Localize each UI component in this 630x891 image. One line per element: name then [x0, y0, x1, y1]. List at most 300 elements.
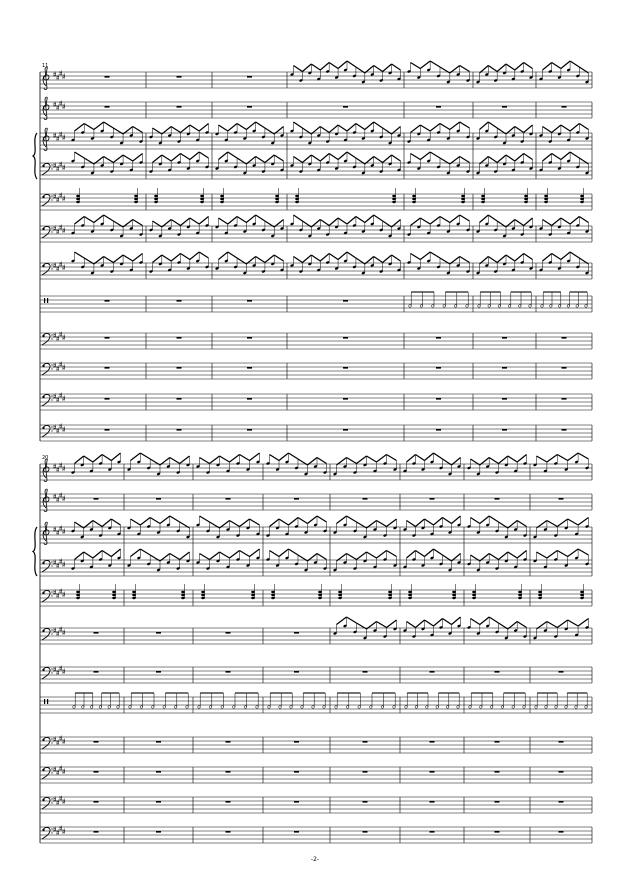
- beam-s0-3-0-1: [75, 152, 85, 158]
- rest-s0-11-1: [177, 429, 182, 431]
- beam-s1-0-4-2: [347, 458, 357, 464]
- chord-note-s0-4-0-1-2: [134, 201, 138, 203]
- beam-s1-5-7-4: [568, 620, 578, 626]
- rest-s1-6-4: [363, 671, 368, 673]
- perc-note-s1-7-7-5: [585, 706, 588, 709]
- beam-s0-3-5-2: [488, 157, 497, 163]
- perc-note-s1-7-5-1: [415, 706, 418, 709]
- rest-s1-10-3: [294, 801, 299, 803]
- beam-s0-5-4-5: [450, 215, 460, 223]
- perc-note-s1-7-7-4: [575, 706, 578, 709]
- chord-note-s1-4-5-0-1: [408, 594, 412, 596]
- beam-s1-3-1-6: [180, 552, 190, 560]
- chord-note-s0-4-1-0-1: [154, 198, 158, 200]
- beam-s0-5-5-5: [515, 220, 524, 226]
- beam-s1-2-2-5: [240, 519, 250, 527]
- rest-s0-0-2: [247, 76, 252, 78]
- bass-clef-dot2-s1-3: [51, 561, 52, 562]
- beam-s0-3-0-5: [113, 155, 123, 163]
- beam-s1-2-1-3: [150, 518, 160, 524]
- beam-s1-3-2-3: [220, 552, 230, 558]
- beam-s1-5-6-6: [517, 622, 526, 628]
- rest-s0-7-1: [177, 300, 182, 302]
- bass-clef-dot-s0-9: [42, 365, 44, 367]
- beam-s1-0-2-3: [220, 456, 230, 462]
- perc-note-s1-7-5-5: [457, 706, 460, 709]
- sharp-s0-0-1: [57, 75, 60, 81]
- sharp-s1-6-2: [60, 666, 63, 672]
- bass-clef-dot-s1-8: [42, 739, 44, 741]
- rest-s1-6-6: [495, 671, 500, 673]
- beam-s0-5-4-2: [420, 218, 430, 224]
- perc-note-s1-7-1-1: [140, 706, 143, 709]
- beam-s0-2-3-5: [329, 125, 338, 133]
- rest-s0-8-3: [343, 337, 348, 339]
- chord-note-s0-4-5-0-0: [481, 195, 485, 197]
- bass-clef-dot2-s1-8: [51, 738, 52, 739]
- beam-s0-3-3-5: [329, 154, 338, 160]
- beam-s0-3-0-4: [104, 157, 114, 163]
- rest-s1-8-0: [94, 741, 99, 743]
- piano-brace-0: [33, 133, 37, 179]
- beam-s0-2-0-7: [133, 127, 143, 133]
- beam-s0-5-2-4: [246, 215, 255, 223]
- bass-clef-dot3-s0-4: [51, 199, 52, 200]
- beam-s0-2-3-8: [356, 124, 365, 130]
- beam-s1-0-4-3: [357, 456, 367, 464]
- chord-note-s0-4-1-0-0: [154, 195, 158, 197]
- chord-note-s1-4-4-0-2: [338, 597, 342, 599]
- measure-number-system-2: 20: [42, 455, 49, 461]
- beam-s1-2-5-2: [416, 519, 425, 527]
- bass-clef-dot3-s0-8: [51, 338, 52, 339]
- beam-s1-2-0-3: [93, 521, 102, 527]
- rest-s1-8-5: [430, 741, 435, 743]
- bass-clef-dot2-s1-6: [51, 668, 52, 669]
- beam-s0-6-2-1: [219, 252, 228, 260]
- rest-s1-5-1: [156, 632, 161, 634]
- beam-s0-5-5-6: [524, 218, 533, 226]
- beam-s0-0-3-11: [383, 64, 392, 72]
- bass-clef-dot3-s1-8: [51, 742, 52, 743]
- perc-note-s1-7-7-3: [565, 706, 568, 709]
- beam-s1-3-5-2: [416, 551, 425, 557]
- beam-s1-3-7-4: [568, 549, 578, 557]
- beam-s1-5-5-2: [416, 620, 425, 628]
- perc-note-s0-7-5-2: [498, 305, 501, 308]
- beam-s1-2-4-6: [387, 519, 397, 527]
- bass-clef-dot2-s0-3: [51, 164, 52, 165]
- beam-s1-3-3-3: [289, 549, 299, 555]
- beam-s1-5-6-2: [480, 617, 489, 625]
- perc-note-s1-7-3-5: [323, 706, 326, 709]
- beam-s1-3-4-5: [377, 551, 387, 559]
- chord-note-s0-4-4-1-2: [461, 201, 465, 203]
- beam-s0-5-2-1: [219, 218, 228, 224]
- chord-note-s1-4-1-0-1: [132, 594, 136, 596]
- perc-clef-b-s0-7: [47, 298, 48, 303]
- chord-note-s1-4-5-1-2: [452, 597, 456, 599]
- chord-note-s0-4-3-0-0: [295, 195, 299, 197]
- beam-s0-6-0-7: [133, 254, 143, 262]
- beam-s0-5-6-5: [579, 217, 588, 223]
- beam-s1-0-3-6: [317, 458, 327, 464]
- perc-clef-b-s1-7: [47, 699, 48, 704]
- chord-note-s0-4-3-0-2: [295, 201, 299, 203]
- beam-s0-2-0-2: [84, 124, 94, 130]
- beam-s0-3-4-1: [411, 154, 421, 160]
- sharp-s1-1-1: [57, 497, 60, 503]
- beam-s0-6-3-6: [338, 252, 347, 260]
- perc-note-s1-7-7-1: [545, 706, 548, 709]
- bass-clef-dot-s0-11: [42, 427, 44, 429]
- beam-s0-5-3-7: [347, 217, 356, 225]
- chord-note-s1-4-1-0-2: [132, 597, 136, 599]
- chord-note-s1-4-3-1-1: [318, 594, 322, 596]
- sharp-s0-4-1: [57, 197, 60, 203]
- beam-s1-3-2-1: [200, 554, 210, 560]
- chord-note-s1-4-6-0-1: [472, 594, 476, 596]
- beam-s0-5-4-1: [411, 218, 421, 226]
- chord-note-s0-4-2-0-0: [220, 195, 224, 197]
- beam-s0-5-1-3: [171, 220, 180, 226]
- beam-s0-5-1-6: [199, 217, 208, 225]
- beam-s1-3-0-3: [93, 551, 102, 559]
- rest-s1-9-2: [226, 771, 231, 773]
- rest-s1-11-0: [94, 831, 99, 833]
- beam-s0-6-4-6: [460, 257, 470, 263]
- chord-note-s1-4-4-1-2: [388, 597, 392, 599]
- beam-s0-0-3-7: [347, 61, 356, 67]
- rest-s0-8-4: [436, 337, 441, 339]
- beam-s1-3-6-5: [508, 552, 517, 558]
- beam-s0-3-3-2: [302, 155, 311, 163]
- rest-s0-10-2: [247, 398, 252, 400]
- bass-clef-dot2-s1-11: [51, 828, 52, 829]
- rest-s0-1-3: [343, 106, 348, 108]
- rest-s1-10-6: [495, 801, 500, 803]
- beam-s1-0-2-2: [210, 456, 220, 464]
- rest-s1-9-7: [559, 771, 564, 773]
- beam-s1-5-4-6: [387, 620, 397, 628]
- perc-note-s1-7-3-1: [279, 706, 282, 709]
- beam-s1-2-6-2: [480, 516, 489, 524]
- chord-note-s0-4-0-0-0: [76, 195, 80, 197]
- beam-s0-6-4-3: [430, 252, 440, 258]
- rest-s0-1-0: [105, 106, 110, 108]
- bass-clef-dot3-s1-5: [51, 633, 52, 634]
- beam-s0-3-3-7: [347, 152, 356, 158]
- rest-s1-10-2: [226, 801, 231, 803]
- sharp-s0-1-2: [60, 101, 63, 107]
- beam-s1-2-7-2: [547, 521, 557, 527]
- sharp-s0-0-2: [60, 71, 63, 77]
- beam-s1-3-0-2: [84, 552, 93, 558]
- sharp-s0-9-1: [57, 366, 60, 372]
- sharp-s0-5-1: [57, 229, 60, 235]
- beam-s0-2-1-3: [171, 127, 180, 133]
- sharp-s0-5-2: [60, 225, 63, 231]
- beam-s0-2-6-3: [561, 125, 570, 131]
- beam-s1-3-0-1: [75, 552, 84, 560]
- sharp-s1-4-2: [60, 589, 63, 595]
- beam-s0-3-1-2: [162, 155, 171, 161]
- beam-s0-6-3-1: [294, 257, 303, 263]
- sharp-s0-2-2: [60, 132, 63, 138]
- sharp-s0-11-1: [57, 428, 60, 434]
- beam-s1-5-4-1: [337, 617, 347, 625]
- beam-s1-0-0-2: [84, 456, 93, 462]
- beam-s0-6-6-3: [561, 252, 570, 260]
- treble-clef-s0-0: [43, 67, 49, 89]
- beam-s1-2-2-4: [230, 521, 240, 527]
- chord-note-s1-4-1-0-0: [132, 591, 136, 593]
- rest-s1-10-0: [94, 801, 99, 803]
- bass-clef-dot3-s1-10: [51, 802, 52, 803]
- chord-note-s0-4-6-0-2: [544, 201, 548, 203]
- rest-s0-8-6: [562, 337, 567, 339]
- beam-s0-3-6-2: [552, 154, 561, 160]
- perc-note-s1-7-6-3: [501, 706, 504, 709]
- rest-s0-11-6: [562, 429, 567, 431]
- beam-s0-2-0-1: [75, 124, 85, 132]
- beam-s1-3-4-4: [367, 552, 377, 558]
- beam-s1-2-1-5: [170, 516, 180, 522]
- beam-s0-3-2-1: [219, 152, 228, 160]
- perc-note-s1-7-4-1: [346, 706, 349, 709]
- beam-s1-3-3-6: [317, 554, 327, 560]
- beam-s1-0-3-1: [270, 455, 280, 461]
- beam-s0-5-6-2: [552, 218, 561, 226]
- beam-s0-6-0-5: [113, 255, 123, 263]
- perc-note-s1-7-2-2: [221, 706, 224, 709]
- beam-s0-3-1-5: [190, 152, 199, 160]
- bass-clef-dot2-s0-10: [51, 395, 52, 396]
- perc-note-s1-7-0-0: [73, 706, 76, 709]
- rest-s1-1-5: [430, 498, 435, 500]
- beam-s0-3-4-3: [430, 152, 440, 158]
- beam-s1-0-1-1: [131, 453, 141, 461]
- beam-s1-3-5-1: [407, 551, 416, 559]
- perc-note-s1-7-3-4: [312, 706, 315, 709]
- beam-s0-6-1-1: [153, 255, 162, 263]
- chord-note-s0-4-5-1-0: [524, 195, 528, 197]
- beam-s0-2-2-3: [237, 124, 246, 130]
- rest-s1-11-2: [226, 831, 231, 833]
- beam-s1-0-5-2: [416, 455, 425, 461]
- rest-s0-8-1: [177, 337, 182, 339]
- beam-s0-6-0-4: [104, 257, 114, 263]
- perc-note-s1-7-4-3: [370, 706, 373, 709]
- chord-note-s1-4-2-1-1: [251, 594, 255, 596]
- beam-s0-3-1-1: [153, 155, 162, 163]
- chord-note-s1-4-6-0-2: [472, 597, 476, 599]
- sharp-s1-2-1: [57, 530, 60, 536]
- beam-s0-3-3-4: [320, 154, 329, 162]
- bass-clef-dot2-s0-8: [51, 334, 52, 335]
- beam-s0-0-3-4: [320, 63, 329, 71]
- bass-clef-dot2-s1-4: [51, 591, 52, 592]
- beam-s0-2-3-7: [347, 124, 356, 132]
- beam-s0-3-4-6: [460, 157, 470, 163]
- beam-s1-0-4-5: [377, 455, 387, 463]
- rest-s0-1-6: [562, 106, 567, 108]
- beam-s0-0-5-3: [497, 64, 506, 72]
- beam-s0-0-6-3: [561, 61, 570, 69]
- beam-s0-0-5-2: [488, 66, 497, 72]
- chord-note-s1-4-1-1-2: [181, 597, 185, 599]
- sharp-s1-9-2: [60, 766, 63, 772]
- perc-note-s1-7-3-0: [268, 706, 271, 709]
- beam-s0-6-1-6: [199, 252, 208, 258]
- beam-s0-0-3-1: [294, 66, 303, 72]
- beam-s0-5-3-9: [365, 215, 374, 223]
- beam-s0-0-4-2: [420, 61, 430, 69]
- chord-note-s0-4-2-1-2: [275, 201, 279, 203]
- beam-s0-5-6-4: [570, 217, 579, 225]
- rest-s1-11-7: [559, 831, 564, 833]
- beam-s1-2-4-2: [347, 516, 357, 522]
- beam-s0-5-3-5: [329, 218, 338, 226]
- perc-note-s1-7-7-0: [535, 706, 538, 709]
- beam-s1-3-1-2: [140, 549, 150, 555]
- beam-s0-0-5-4: [506, 64, 515, 70]
- sharp-s0-3-1: [57, 166, 60, 172]
- chord-note-s1-4-3-1-0: [318, 591, 322, 593]
- chord-note-s1-4-5-0-0: [408, 591, 412, 593]
- rest-s0-11-4: [436, 429, 441, 431]
- beam-s1-2-6-3: [489, 516, 498, 522]
- chord-note-s1-4-5-1-0: [452, 591, 456, 593]
- perc-note-s1-7-0-2: [90, 706, 93, 709]
- sharp-s1-10-1: [57, 800, 60, 806]
- beam-s0-3-2-7: [274, 155, 283, 161]
- beam-s1-2-3-2: [279, 519, 289, 525]
- beam-s0-3-6-1: [543, 154, 552, 162]
- bass-clef-dot2-s0-4: [51, 195, 52, 196]
- measure-number-system-1: 11: [42, 63, 49, 69]
- perc-note-s0-7-4-0: [409, 305, 412, 308]
- beam-s0-6-5-2: [488, 257, 497, 263]
- bass-clef-dot-s1-10: [42, 799, 44, 801]
- beam-s0-0-3-10: [374, 66, 383, 72]
- beam-s1-3-7-1: [537, 552, 547, 558]
- rest-s0-7-3: [343, 300, 348, 302]
- chord-note-s0-4-6-0-0: [544, 195, 548, 197]
- chord-note-s0-4-1-1-1: [200, 198, 204, 200]
- beam-s1-3-6-3: [489, 554, 498, 560]
- beam-s1-5-5-6: [452, 617, 461, 625]
- beam-s1-2-3-6: [317, 516, 327, 522]
- rest-s0-1-4: [436, 106, 441, 108]
- perc-note-s0-7-4-3: [443, 305, 446, 308]
- beam-s0-3-1-6: [199, 152, 208, 158]
- bass-clef-dot-s1-6: [42, 669, 44, 671]
- perc-note-s0-7-6-2: [558, 305, 561, 308]
- beam-s0-2-6-2: [552, 125, 561, 133]
- beam-s1-2-7-4: [568, 519, 578, 525]
- beam-s0-2-3-4: [320, 127, 329, 133]
- beam-s0-0-6-1: [543, 63, 552, 71]
- bass-clef-dot3-s0-9: [51, 368, 52, 369]
- beam-s0-2-1-5: [190, 125, 199, 131]
- perc-note-s1-7-1-5: [186, 706, 189, 709]
- beam-s0-2-1-4: [181, 125, 190, 133]
- sharp-s1-1-2: [60, 493, 63, 499]
- bass-clef-dot3-s0-11: [51, 430, 52, 431]
- chord-note-s1-4-2-0-1: [201, 594, 205, 596]
- chord-note-s1-4-3-0-0: [271, 591, 275, 593]
- perc-note-s1-7-4-0: [335, 706, 338, 709]
- rest-s1-6-1: [156, 671, 161, 673]
- rest-s1-6-2: [226, 671, 231, 673]
- beam-s0-6-3-10: [374, 257, 383, 263]
- rest-s1-8-3: [294, 741, 299, 743]
- perc-clef-a-s0-7: [44, 298, 45, 303]
- chord-note-s0-4-6-1-2: [580, 201, 584, 203]
- chord-note-s0-4-0-0-1: [76, 198, 80, 200]
- beam-s0-6-3-3: [311, 255, 320, 261]
- beam-s0-6-5-4: [506, 255, 515, 261]
- beam-s0-5-5-1: [480, 215, 489, 223]
- beam-s1-5-5-5: [443, 619, 452, 625]
- bass-clef-dot2-s0-11: [51, 426, 52, 427]
- chord-note-s0-4-5-1-1: [524, 198, 528, 200]
- beam-s0-5-2-2: [228, 217, 237, 225]
- perc-note-s1-7-5-2: [426, 706, 429, 709]
- rest-s1-8-1: [156, 741, 161, 743]
- sharp-s1-5-2: [60, 627, 63, 633]
- beam-s0-6-4-2: [420, 252, 430, 260]
- beam-s0-0-5-6: [524, 63, 533, 69]
- perc-note-s1-7-2-1: [209, 706, 212, 709]
- bass-clef-dot3-s1-9: [51, 772, 52, 773]
- beam-s1-2-0-5: [111, 519, 120, 525]
- bass-clef-dot2-s1-5: [51, 629, 52, 630]
- treble-clef-s0-1: [43, 97, 49, 119]
- beam-s1-2-5-4: [434, 518, 443, 526]
- bass-clef-dot3-s1-4: [51, 595, 52, 596]
- chord-note-s1-4-0-0-2: [76, 597, 80, 599]
- chord-note-s0-4-2-0-1: [220, 198, 224, 200]
- perc-note-s1-7-2-3: [233, 706, 236, 709]
- bass-clef-dot-s1-5: [42, 630, 44, 632]
- bass-clef-dot3-s0-5: [51, 231, 52, 232]
- rest-s0-8-5: [502, 337, 507, 339]
- beam-s0-6-2-2: [228, 252, 237, 258]
- beam-s0-5-1-5: [190, 218, 199, 224]
- beam-s1-0-4-6: [387, 455, 397, 461]
- chord-note-s0-4-4-0-0: [412, 195, 416, 197]
- rest-s1-5-3: [294, 632, 299, 634]
- chord-note-s1-4-2-1-0: [251, 591, 255, 593]
- beam-s0-6-3-4: [320, 254, 329, 262]
- beam-s0-3-3-6: [338, 152, 347, 160]
- beam-s0-5-6-3: [561, 218, 570, 224]
- sharp-s0-2-1: [57, 136, 60, 142]
- perc-note-s0-7-6-0: [541, 305, 544, 308]
- beam-s1-3-7-5: [578, 549, 588, 555]
- chord-note-s1-4-7-1-2: [580, 597, 584, 599]
- sharp-s1-0-2: [60, 463, 63, 469]
- beam-s1-3-6-6: [517, 551, 526, 559]
- rest-s1-1-2: [226, 498, 231, 500]
- beam-s1-0-1-6: [180, 456, 190, 464]
- rest-s0-10-1: [177, 398, 182, 400]
- chord-note-s0-4-3-1-0: [392, 195, 396, 197]
- rest-s1-11-6: [495, 831, 500, 833]
- chord-note-s0-4-0-1-1: [134, 198, 138, 200]
